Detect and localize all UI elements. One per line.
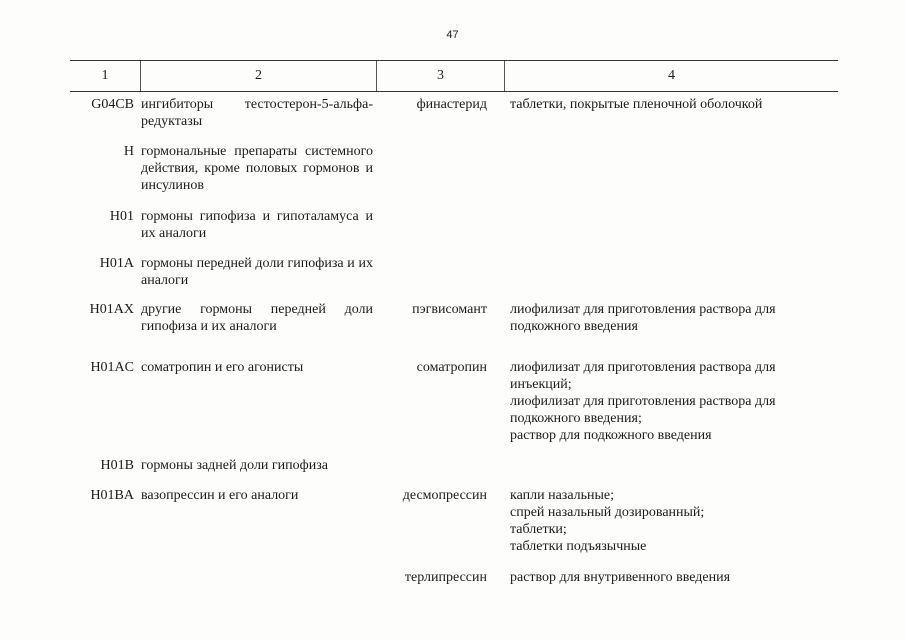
drug-table [70, 60, 838, 585]
header-cell-3: 3 [437, 68, 444, 83]
dosage-form: спрей назальный дозированный; [510, 505, 705, 520]
dosage-forms [510, 569, 838, 586]
group-name: вазопрессин и его аналоги [141, 488, 299, 503]
dosage-form: лиофилизат для приготовления раствора для подкожного введения [510, 302, 776, 334]
dosage-form: таблетки подъязычные [510, 539, 647, 554]
dosage-forms [510, 487, 838, 555]
atc-code: G04CB [91, 97, 134, 112]
dosage-form: раствор для внутривенного введения [510, 570, 731, 585]
group-name: гормональные препараты системного действия, кроме половых гормонов и инсулинов [141, 144, 373, 193]
substance-name: соматропин [416, 360, 487, 375]
atc-code: H01BA [90, 488, 134, 503]
atc-code: H01AC [90, 360, 134, 375]
atc-code: H01 [109, 209, 134, 224]
group-name: гормоны гипофиза и гипоталамуса и их аналоги [141, 209, 373, 241]
atc-code: H01B [100, 458, 134, 473]
table-header [70, 60, 838, 92]
dosage-form: раствор для подкожного введения [510, 428, 712, 443]
substance-name: терлипрессин [404, 570, 487, 585]
atc-code: H01AX [89, 302, 134, 317]
group-name: гормоны передней доли гипофиза и их аналоги [141, 256, 373, 288]
page-number: 47 [446, 29, 459, 41]
header-cell-1: 1 [101, 68, 109, 83]
dosage-form: лиофилизат для приготовления раствора для подкожного введения; [510, 394, 776, 426]
dosage-form: таблетки; [510, 522, 567, 537]
group-name: соматропин и его агонисты [141, 360, 304, 375]
dosage-form: таблетки, покрытые пленочной оболочкой [510, 97, 763, 112]
substance-name: финастерид [416, 97, 487, 112]
atc-code: H01A [99, 256, 134, 271]
dosage-forms [510, 96, 838, 113]
dosage-forms [510, 359, 838, 444]
substance-name: десмопрессин [402, 488, 487, 503]
dosage-form: лиофилизат для приготовления раствора для инъекций; [510, 360, 776, 392]
atc-code: H [123, 144, 134, 159]
dosage-form: капли назальные; [510, 488, 615, 503]
dosage-forms [510, 301, 838, 335]
header-cell-4: 4 [668, 68, 675, 83]
group-name: другие гормоны передней доли гипофиза и их аналоги [141, 302, 373, 334]
group-name: ингибиторы тестостерон-5-альфа-редуктазы [141, 97, 373, 129]
group-name: гормоны задней доли гипофиза [141, 458, 328, 473]
header-cell-2: 2 [255, 68, 262, 83]
substance-name: пэгвисомант [412, 302, 487, 317]
